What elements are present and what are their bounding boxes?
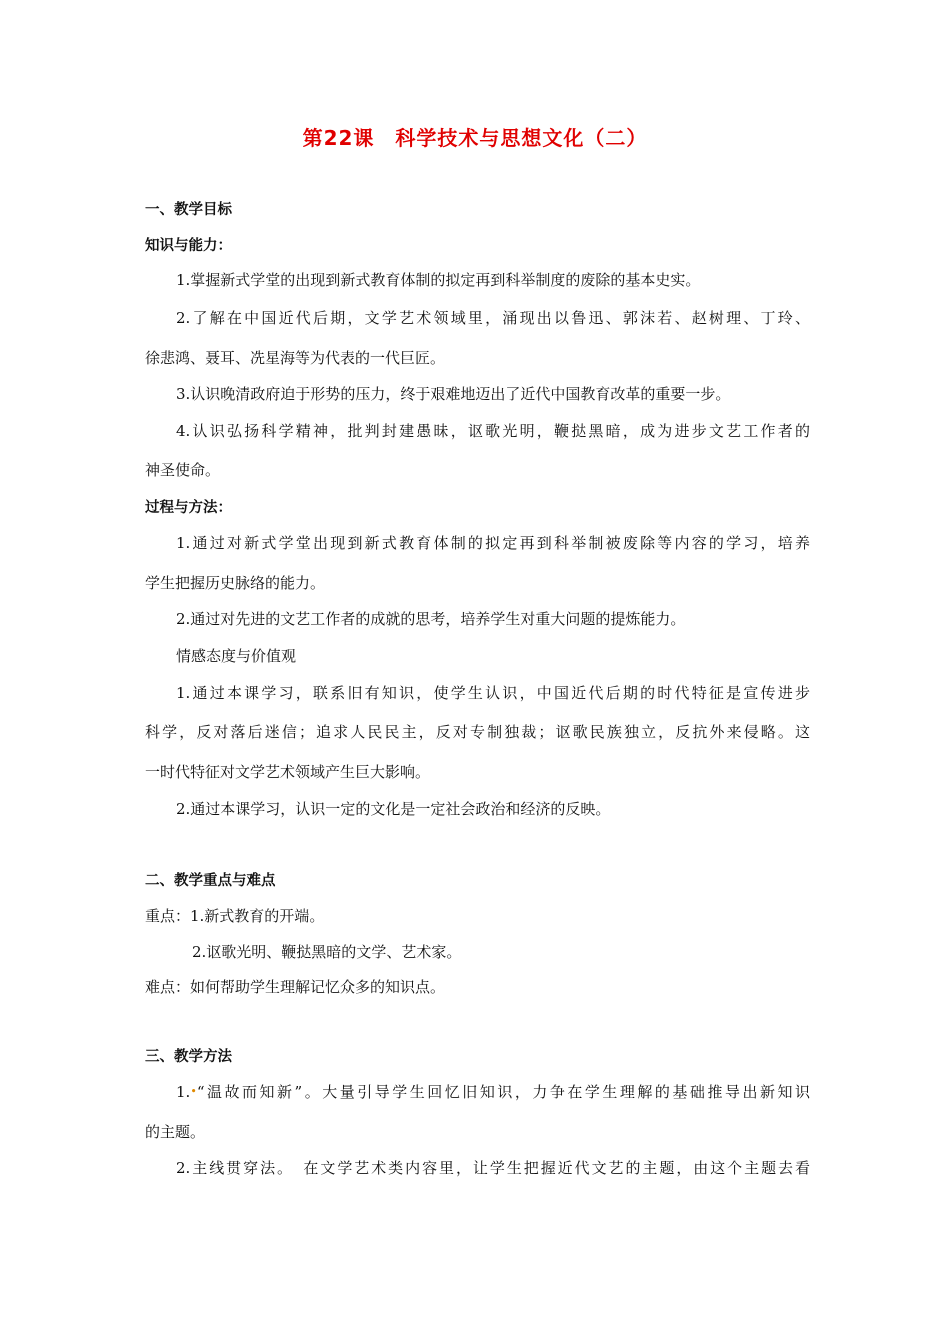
process-item-1-line-2: 学生把握历史脉络的能力。 bbox=[145, 574, 326, 592]
emotion-item-1-line-1: 1.通过本课学习，联系旧有知识，使学生认识，中国近代后期的时代特征是宣传进步 bbox=[176, 684, 810, 702]
knowledge-item-2-line-1: 2.了解在中国近代后期，文学艺术领域里，涌现出以鲁迅、郭沫若、赵树理、丁玲、 bbox=[176, 309, 810, 327]
method-item-2: 2.主线贯穿法。 在文学艺术类内容里，让学生把握近代文艺的主题，由这个主题去看 bbox=[176, 1159, 810, 1177]
knowledge-item-4-line-1: 4.认识弘扬科学精神，批判封建愚昧，讴歌光明，鞭挞黑暗，成为进步文艺工作者的 bbox=[176, 422, 810, 440]
section1-heading: 一、教学目标 bbox=[145, 202, 232, 218]
bullet-dot-icon: • bbox=[190, 1085, 197, 1098]
method-item-1-number: 1. bbox=[176, 1083, 191, 1101]
lesson-title: 第22课 科学技术与思想文化（二） bbox=[302, 126, 648, 150]
section3-heading: 三、教学方法 bbox=[145, 1049, 232, 1065]
process-heading: 过程与方法： bbox=[145, 500, 232, 516]
method-item-1-text: “温故而知新”。大量引导学生回忆旧知识，力争在学生理解的基础推导出新知识 bbox=[196, 1083, 810, 1101]
key-point-1: 重点：1.新式教育的开端。 bbox=[145, 907, 325, 925]
knowledge-item-4-line-2: 神圣使命。 bbox=[145, 461, 221, 479]
knowledge-heading: 知识与能力： bbox=[145, 238, 232, 254]
emotion-item-1-line-2: 科学，反对落后迷信；追求人民民主，反对专制独裁；讴歌民族独立，反抗外来侵略。这 bbox=[145, 723, 810, 741]
key-point-2: 2.讴歌光明、鞭挞黑暗的文学、艺术家。 bbox=[192, 943, 462, 961]
knowledge-item-1: 1.掌握新式学堂的出现到新式教育体制的拟定再到科举制度的废除的基本史实。 bbox=[176, 271, 701, 289]
knowledge-item-2-line-2: 徐悲鸿、聂耳、冼星海等为代表的一代巨匠。 bbox=[145, 349, 446, 367]
section2-heading: 二、教学重点与难点 bbox=[145, 873, 276, 889]
process-item-2: 2.通过对先进的文艺工作者的成就的思考，培养学生对重大问题的提炼能力。 bbox=[176, 610, 686, 628]
knowledge-item-3: 3.认识晚清政府迫于形势的压力，终于艰难地迈出了近代中国教育改革的重要一步。 bbox=[176, 385, 731, 403]
method-item-1-line-2: 的主题。 bbox=[145, 1123, 206, 1141]
emotion-item-1-line-3: 一时代特征对文学艺术领域产生巨大影响。 bbox=[145, 763, 431, 781]
difficulty-point: 难点：如何帮助学生理解记忆众多的知识点。 bbox=[145, 978, 446, 996]
emotion-heading: 情感态度与价值观 bbox=[176, 647, 297, 665]
process-item-1-line-1: 1.通过对新式学堂出现到新式教育体制的拟定再到科举制被废除等内容的学习，培养 bbox=[176, 534, 810, 552]
method-item-1-line-1 bbox=[176, 1082, 810, 1102]
emotion-item-2: 2.通过本课学习，认识一定的文化是一定社会政治和经济的反映。 bbox=[176, 800, 611, 818]
